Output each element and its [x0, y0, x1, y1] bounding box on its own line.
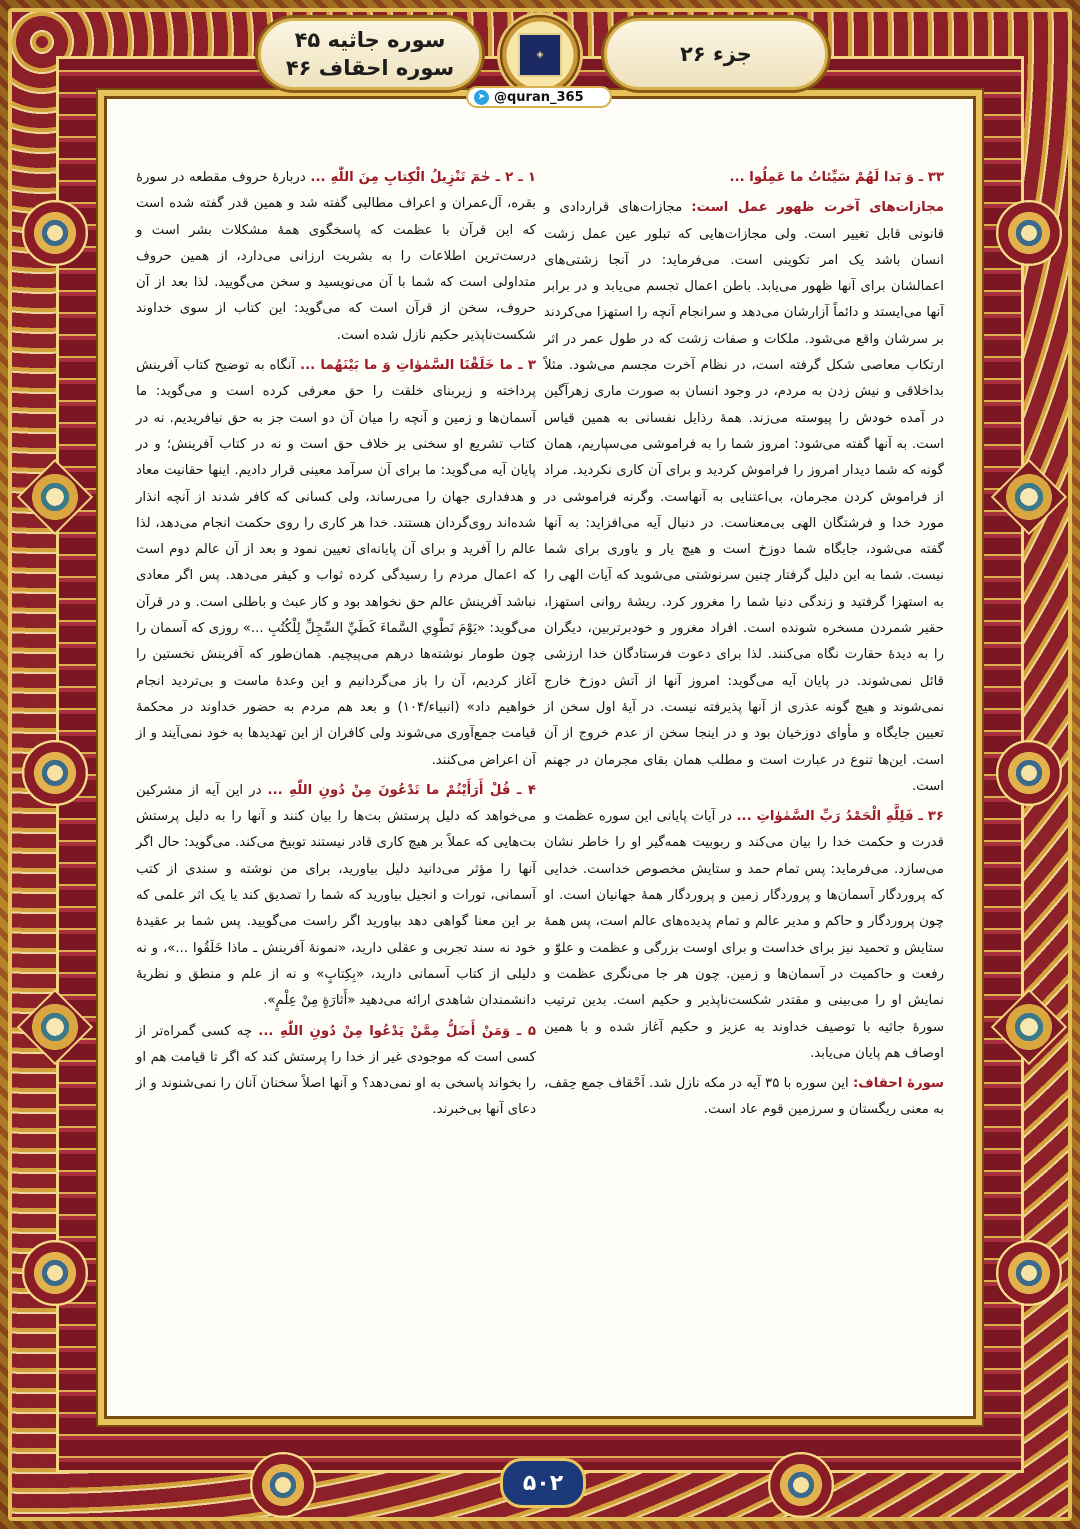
- page-number: ۵۰۲: [500, 1458, 586, 1508]
- paragraph: [136, 1019, 536, 1124]
- medallion-icon: [996, 1240, 1062, 1306]
- quran-logo-icon: ◈: [497, 12, 583, 98]
- paragraph-text: مجازات‌های قراردادی و قانونی قابل تغییر است. ولی مجازات‌هایی که تبلور عین عمل زشت انسان باشد یک امر تکوینی است. می‌فرماید: در آنجا زشتی‌های اعمالشان برای آنها ظهور می‌یابد. باطن اعمال تجسم می‌یابد و در برابر آنها می‌ایستد و دائماً آزارشان می‌دهد و سرانجام آنچه را استهزا می‌کردند بر سرشان واقع می‌شود. ملکات و صفات زشت که در طول عمر در اثر ارتکاب معاصی شکل گرفته است، در نظام آخرت مجسم می‌شود. مثلاً بداخلاقی و نیش زدن به مردم، در وجود انسان به صورت ماری زهرآگین در آمده خودش را پیوسته می‌زند. همهٔ رذایل نفسانی به همین قیاس است. به آنها گفته می‌شود: امروز شما را به فراموشی می‌سپاریم، همان گونه که شما دیدار امروز را فراموش کردید و برای آن کاری نکردید. مراد از فراموش کردن مجرمان، بی‌اعتنایی به آنهاست. وگرنه فراموشی در مورد خدا و فرشتگان الهی بی‌معناست. در دنبال آیه می‌افزاید: به آنها گفته می‌شود، جایگاه شما دوزخ است و هیچ یار و یاوری برای شما نیست. شما به این دلیل گرفتار چنین سرنوشتی می‌شوید که آیات الهی را به استهزا گرفتید و زندگی دنیا شما را مغرور کرد. ریشهٔ روانی استهزا، حقیر شمردن مسخره شونده است. افراد مغرور و خودبرتربین، دیگران را به دیدهٔ حقارت نگاه می‌کنند. لذا برای دعوت فرستادگان خدا ارزشی قائل نمی‌شوند. در پایان آیه می‌گوید: امروز آنها از آتش دوزخ خارج نمی‌شوند و هیچ گونه عذری از آنها پذیرفته نیست. در آیهٔ اول سخن از تعیین جایگاه و مأوای دوزخیان بود و در اینجا سخن از عدم خروج از آن است. این‌ها تنوع در عبارت است و مطلب همان بقای مجرمان در جهنم است.: [544, 200, 944, 794]
- medallion-icon: [996, 200, 1062, 266]
- section-heading: مجازات‌های آخرت ظهور عمل است:: [691, 200, 944, 216]
- paragraph: [136, 165, 536, 349]
- medallion-icon: [22, 740, 88, 806]
- medallion-icon: [996, 740, 1062, 806]
- right-column: [544, 165, 944, 1128]
- paragraph-text: در آیات پایانی این سوره عظمت و قدرت و حکمت خدا را بیان می‌کند و ربوبیت همه‌گیر او را خاطر نشان می‌سازد. می‌فرماید: پس تمام حمد و ستایش مخصوص خداست. خدایی که پروردگار آسمان‌ها و پروردگار زمین و پروردگار همهٔ جهانیان است. او چون پروردگار و حاکم و مدیر عالم و تمام پدیده‌های عالم است، پس همهٔ ستایش و تحمید نیز برای خداست و برای اوست بزرگی و عظمت و علوّ و رفعت و حاکمیت در آسمان‌ها و زمین. چون هر جا می‌نگری عظمت و نمایش او را می‌بینی و مقتدر شکست‌ناپذیر و حکیم است. بدین ترتیب سورهٔ جاثیه با توصیف خداوند به عزیز و حکیم آغاز شده و با همین اوصاف هم پایان می‌یابد.: [544, 809, 944, 1061]
- medallion-icon: [22, 1240, 88, 1306]
- paragraph-text: آنگاه به توضیح کتاب آفرینش پرداخته و زیربنای خلقت را حق معرفی کرده است و می‌گوید: ما آسمان‌ها و زمین و آنچه را میان آن دو است جز به حق نیافریدیم. نه در کتاب تشریع او سخنی بر خلاف حق است و نه در کتاب آفرینش؛ و در پایان آیه می‌گوید: ما برای آن سرآمد معینی قرار دادیم. اینها حقانیت معاد و هدفداری جهان را می‌رساند، ولی کسانی که کافر شدند از آنچه انذار شده‌اند روی‌گردان هستند. خدا هر کاری را روی حکمت انجام می‌دهد، لذا عالم را آفرید و برای آن پایانه‌ای تعیین نمود و بعد از آن عالم دوم است که اعمال مردم را رسیدگی کرده ثواب و کیفر می‌دهد. پس اگر معادی نباشد آفرینش عالم حق نخواهد بود و کار عبث و باطلی است. و در قرآن می‌گوید: «يَوْمَ نَطْوِي السَّماءَ كَطَيِّ السِّجِلِّ لِلْكُتُبِ ...» روزی که آسمان را چون طومار نوشته‌ها درهم می‌پیچیم. همان‌طور که آفرینش نخستین را آغاز کردیم، آن را باز می‌گردانیم و این وعدهٔ ماست و بی‌تردید انجام خواهیم داد» (انبیاء/۱۰۴) و بعد هم مردم به حضور خداوند در محکمهٔ قیامت جمع‌آوری می‌شوند ولی کافران از این تهدیدها به خود نمی‌آیند و از آن اعراض می‌کنند.: [136, 358, 536, 768]
- surah-title-line2: سوره احقاف ۴۶: [285, 56, 455, 80]
- surah-title-line1: سوره جاثیه ۴۵: [294, 28, 446, 52]
- paragraph-text: در این آیه از مشرکین می‌خواهد که دلیل پرستش بت‌ها را بیان کنند و آنها را به دلیل پرستش بت‌هایی که عملاً بر هیچ کاری قادر نیستند توبیخ می‌کند. می‌گوید: حال اگر آنها را مؤثر می‌دانید دلیل بیاورید، برای من نوشته و سندی از کتب آسمانی، تورات و انجیل بیاورید که شما را تصدیق کند یا یک اثر علمی که بر این معنا گواهی دهد بیاورید اگر راست می‌گویید. پس شما بر عقیدهٔ خود نه سند تجربی و عقلی دارید، «نمونهٔ آفرینش ـ ماذا خَلَقُوا ...»، و نه دلیلی از کتاب آسمانی دارید، «بِكِتابٍ» و نه از علم و منطق و نظریهٔ دانشمندان شاهدی ارائه می‌دهید «أَثارَةٍ مِنْ عِلْمٍ».: [136, 782, 536, 1009]
- left-column: [136, 165, 536, 1128]
- juz-cartouche: [604, 18, 828, 90]
- telegram-channel-badge[interactable]: [466, 86, 612, 108]
- section-heading: سورهٔ احقاف:: [852, 1076, 945, 1092]
- verse-heading: ۳۶ ـ فَلِلَّهِ الْحَمْدُ رَبِّ السَّمٰوٰاتِ ...: [736, 809, 944, 825]
- paragraph: [136, 778, 536, 1015]
- medallion-icon: [22, 200, 88, 266]
- verse-heading: ۵ ـ وَمَنْ أَضَلُّ مِمَّنْ يَدْعُوا مِنْ دُونِ اللّٰهِ ...: [258, 1023, 536, 1039]
- paragraph: [544, 195, 944, 800]
- verse-heading: ۳۳ ـ وَ بَدا لَهُمْ سَيِّئاتُ ما عَمِلُوا ...: [729, 170, 944, 185]
- paragraph: [544, 804, 944, 1067]
- verse-heading: ۳ ـ ما خَلَقْنَا السَّمٰوٰاتِ وَ ما بَيْنَهُما ...: [300, 358, 536, 374]
- channel-handle: @quran_365: [494, 89, 584, 105]
- paragraph: [544, 1071, 944, 1124]
- verse-heading: ۴ ـ قُلْ أَرَأَيْتُمْ ما تَدْعُونَ مِنْ دُونِ اللّٰهِ ...: [267, 782, 536, 798]
- juz-label: جزء ۲۶: [680, 42, 752, 66]
- telegram-icon: ➤: [474, 90, 489, 105]
- paragraph-text: چه کسی گمراه‌تر از کسی است که موجودی غیر از خدا را پرستش کند که اگر تا قیامت هم او را بخواند پاسخی به او نمی‌دهد؟ و آنها اصلاً سخنان آنان را نمی‌شنوند و از دعای آنها بی‌خبرند.: [136, 1023, 536, 1118]
- surah-title-cartouche: [258, 18, 482, 90]
- paragraph-text: این سوره با ۳۵ آیه در مکه نازل شد. اَحْقاف جمع حِقف، به معنی ریگستان و سرزمین قوم عاد است.: [544, 1076, 944, 1118]
- paragraph-text: دربارهٔ حروف مقطعه در سورهٔ بقره، آل‌عمران و اعراف مطالبی گفته شد و همین قدر گفته شده است که این قرآن با عظمت که پاسخگوی همهٔ مشکلات بشر است و درست‌ترین اطلاعات را به بشریت ارزانی می‌دارد، از همین حروف متداولی است که شما با آن می‌نویسید و سخن می‌گویید. لذا بعد از آن حروف، سخن از قرآن است که می‌گوید: این کتاب از سوی خداوند شکست‌ناپذیر حکیم نازل شده است.: [136, 170, 536, 343]
- medallion-icon: [768, 1452, 834, 1518]
- paragraph: [136, 353, 536, 774]
- paragraph: [544, 165, 944, 191]
- medallion-icon: [250, 1452, 316, 1518]
- verse-heading: ۱ ـ ۲ ـ حٰمٓ تَنْزِيلُ الْكِتابِ مِنَ اللّٰهِ ...: [310, 170, 536, 185]
